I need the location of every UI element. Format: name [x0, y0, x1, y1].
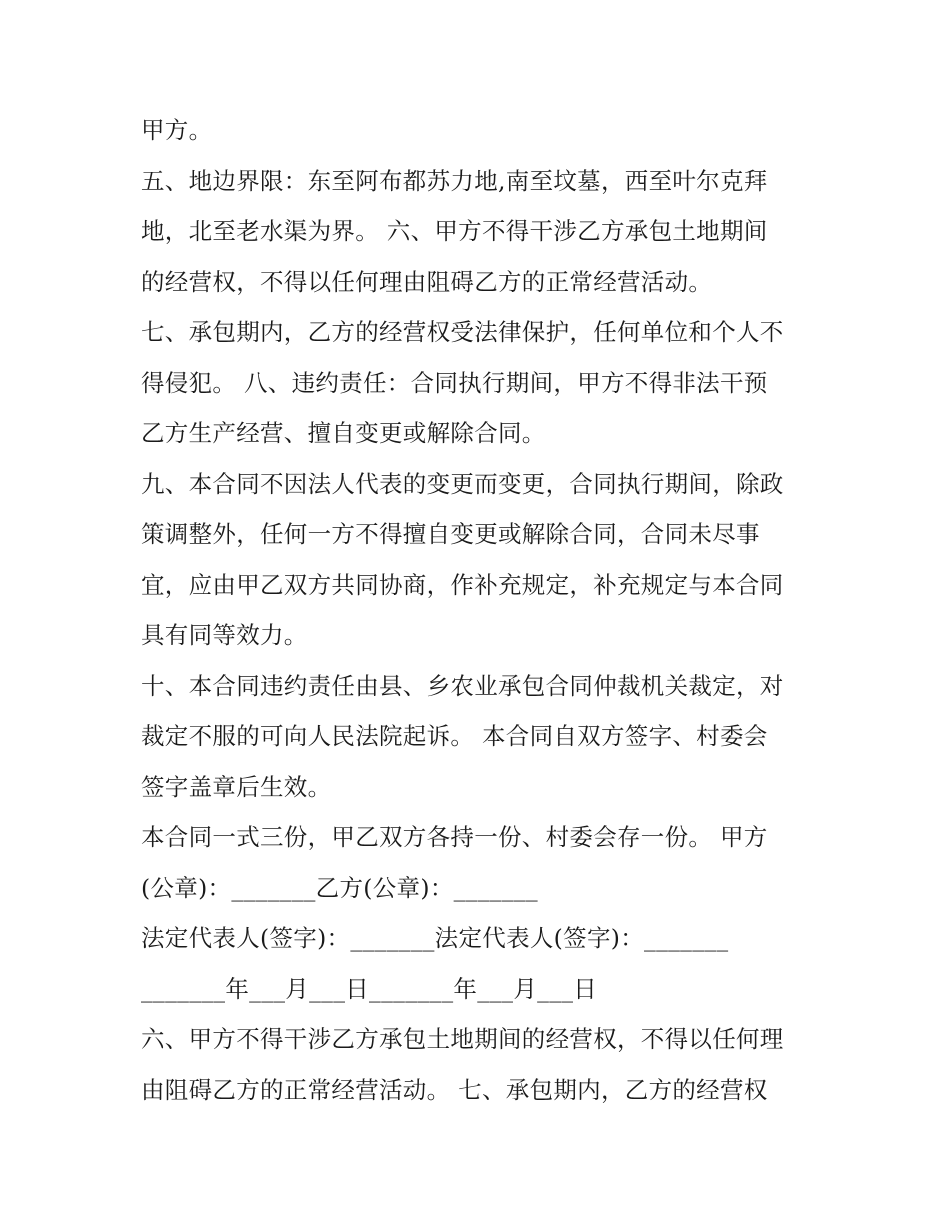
text-line: 十、本合同违约责任由县、乡农业承包合同仲裁机关裁定，对 — [141, 671, 784, 700]
text-line: 五、地边界限：东至阿布都苏力地,南至坟墓，西至叶尔克拜 — [141, 166, 768, 195]
signature-line: 法定代表人(签字)：_______法定代表人(签字)：_______ — [141, 924, 729, 952]
text-line: 由阻碍乙方的正常经营活动。 七、承包期内，乙方的经营权 — [141, 1075, 768, 1104]
text-line: 甲方。 — [141, 116, 213, 144]
text-line: 宜，应由甲乙双方共同协商，作补充规定，补充规定与本合同 — [141, 570, 784, 599]
text-line: 七、承包期内，乙方的经营权受法律保护，任何单位和个人不 — [141, 318, 784, 346]
text-line: 乙方生产经营、擅自变更或解除合同。 — [141, 419, 546, 447]
date-line: _______年___月___日_______年___月___日 — [141, 974, 598, 1003]
contract-body — [141, 108, 831, 1118]
text-line: 裁定不服的可向人民法院起诉。 本合同自双方签字、村委会 — [141, 722, 768, 750]
text-line: 具有同等效力。 — [141, 621, 308, 649]
text-line: 地，北至老水渠为界。 六、甲方不得干涉乙方承包土地期间 — [141, 217, 768, 245]
signature-line: (公章)：_______乙方(公章)：_______ — [141, 873, 538, 902]
text-line: 本合同一式三份，甲乙双方各持一份、村委会存一份。 甲方 — [141, 823, 768, 851]
text-line: 九、本合同不因法人代表的变更而变更，合同执行期间，除政 — [141, 469, 784, 498]
text-line: 策调整外，任何一方不得擅自变更或解除合同，合同未尽事 — [141, 520, 760, 548]
text-line: 六、甲方不得干涉乙方承包土地期间的经营权，不得以任何理 — [141, 1025, 784, 1053]
text-line: 的经营权，不得以任何理由阻碍乙方的正常经营活动。 — [141, 267, 713, 296]
text-line: 签字盖章后生效。 — [141, 772, 332, 801]
text-line: 得侵犯。 八、违约责任：合同执行期间，甲方不得非法干预 — [141, 368, 768, 397]
